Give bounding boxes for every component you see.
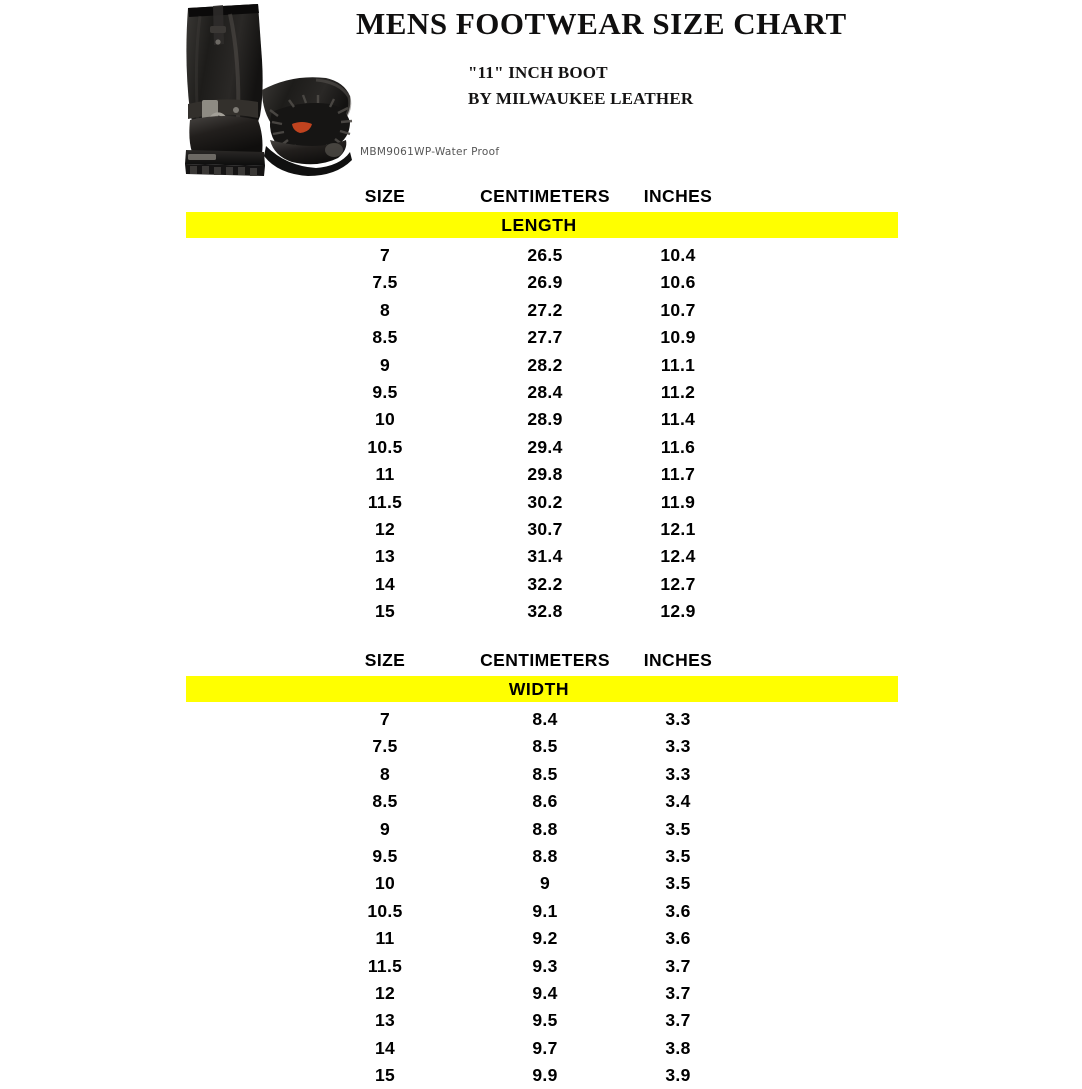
cell-centimeters: 32.8 (527, 601, 563, 622)
table-row (0, 953, 1082, 980)
table-row (0, 516, 1082, 543)
column-header-size: SIZE (364, 186, 406, 206)
table-row (0, 352, 1082, 379)
cell-inches: 11.7 (660, 464, 696, 485)
cell-centimeters: 27.2 (527, 299, 563, 320)
cell-centimeters: 9.1 (532, 900, 558, 921)
cell-centimeters: 29.8 (527, 464, 563, 485)
cell-inches: 3.6 (665, 928, 691, 949)
subtitle-block (468, 60, 693, 112)
cell-centimeters: 30.7 (527, 518, 563, 539)
width-band (186, 676, 898, 702)
cell-size: 12 (374, 518, 396, 539)
cell-centimeters: 28.4 (527, 381, 563, 402)
table-row (0, 297, 1082, 324)
cell-size: 11 (375, 928, 395, 949)
column-header-inches: INCHES (643, 186, 713, 206)
length-band-label: LENGTH (501, 215, 577, 235)
cell-inches: 3.9 (665, 1065, 691, 1086)
cell-centimeters: 31.4 (527, 546, 563, 567)
cell-centimeters: 9.7 (532, 1037, 558, 1058)
column-header-centimeters: CENTIMETERS (480, 186, 610, 206)
length-column-headers (0, 186, 1082, 212)
length-table (0, 186, 1082, 625)
cell-size: 10 (374, 873, 396, 894)
cell-size: 11.5 (367, 491, 403, 512)
cell-size: 14 (374, 1037, 396, 1058)
cell-size: 14 (374, 573, 396, 594)
cell-centimeters: 30.2 (527, 491, 563, 512)
boot-pair-photo (166, 0, 362, 180)
table-row (0, 733, 1082, 760)
page-title: MENS FOOTWEAR SIZE CHART (356, 6, 847, 41)
cell-centimeters: 29.4 (527, 436, 563, 457)
table-row (0, 406, 1082, 433)
cell-size: 9.5 (372, 381, 398, 402)
cell-centimeters: 9.5 (532, 1010, 558, 1031)
cell-inches: 12.7 (660, 573, 696, 594)
width-table (0, 650, 1082, 1089)
cell-size: 7.5 (372, 272, 398, 293)
table-row (0, 324, 1082, 351)
cell-centimeters: 8.8 (532, 818, 558, 839)
cell-inches: 11.6 (660, 436, 696, 457)
table-row (0, 788, 1082, 815)
subtitle-brand: BY MILWAUKEE LEATHER (468, 89, 694, 108)
cell-inches: 3.7 (665, 955, 691, 976)
cell-size: 10.5 (367, 436, 403, 457)
table-row (0, 1007, 1082, 1034)
cell-centimeters: 8.5 (532, 763, 558, 784)
table-row (0, 870, 1082, 897)
cell-centimeters: 9.9 (532, 1065, 558, 1086)
column-header-inches: INCHES (643, 650, 713, 670)
table-row (0, 489, 1082, 516)
cell-inches: 3.3 (665, 736, 691, 757)
cell-size: 8.5 (372, 791, 398, 812)
cell-size: 13 (374, 1010, 396, 1031)
product-code: MBM9061WP-Water Proof (360, 146, 500, 158)
cell-inches: 10.4 (660, 245, 696, 265)
table-row (0, 1062, 1082, 1089)
length-band (186, 212, 898, 238)
table-row (0, 461, 1082, 488)
column-header-size: SIZE (364, 650, 406, 670)
cell-size: 15 (374, 1065, 396, 1086)
cell-inches: 3.5 (665, 845, 691, 866)
cell-centimeters: 8.6 (532, 791, 558, 812)
cell-centimeters: 26.9 (527, 272, 563, 293)
cell-inches: 10.6 (660, 272, 696, 293)
cell-size: 11 (375, 464, 395, 485)
cell-inches: 3.8 (665, 1037, 691, 1058)
cell-inches: 12.9 (660, 601, 696, 622)
cell-inches: 3.4 (665, 791, 691, 812)
cell-centimeters: 9.4 (532, 982, 558, 1003)
table-row (0, 761, 1082, 788)
table-row (0, 980, 1082, 1007)
width-rows (0, 702, 1082, 1089)
cell-size: 10.5 (367, 900, 403, 921)
cell-inches: 11.1 (660, 354, 696, 375)
cell-size: 11.5 (367, 955, 403, 976)
table-row (0, 269, 1082, 296)
cell-size: 7 (379, 709, 391, 729)
cell-size: 8 (379, 763, 391, 784)
table-row (0, 434, 1082, 461)
cell-size: 15 (374, 601, 396, 622)
cell-centimeters: 8.5 (532, 736, 558, 757)
cell-inches: 12.1 (660, 518, 696, 539)
cell-inches: 10.9 (660, 327, 696, 348)
table-row (0, 843, 1082, 870)
table-row (0, 1035, 1082, 1062)
cell-size: 7.5 (372, 736, 398, 757)
table-row (0, 543, 1082, 570)
length-rows (0, 238, 1082, 625)
cell-inches: 3.3 (665, 709, 691, 729)
cell-size: 7 (379, 245, 391, 265)
cell-centimeters: 27.7 (527, 327, 563, 348)
cell-size: 9 (379, 818, 391, 839)
cell-inches: 12.4 (660, 546, 696, 567)
cell-size: 10 (374, 409, 396, 430)
table-row (0, 816, 1082, 843)
cell-size: 9.5 (372, 845, 398, 866)
table-row (0, 379, 1082, 406)
table-row (0, 242, 1082, 269)
cell-centimeters: 28.2 (527, 354, 563, 375)
cell-centimeters: 9 (539, 873, 551, 894)
chart-header (0, 0, 1082, 182)
subtitle-product: "11" INCH BOOT (468, 63, 608, 82)
cell-centimeters: 8.4 (532, 709, 558, 729)
cell-size: 12 (374, 982, 396, 1003)
cell-centimeters: 26.5 (527, 245, 563, 265)
table-row (0, 571, 1082, 598)
width-band-label: WIDTH (508, 679, 570, 699)
cell-centimeters: 32.2 (527, 573, 563, 594)
cell-inches: 3.7 (665, 1010, 691, 1031)
cell-centimeters: 9.3 (532, 955, 558, 976)
column-header-centimeters: CENTIMETERS (480, 650, 610, 670)
cell-centimeters: 8.8 (532, 845, 558, 866)
cell-centimeters: 28.9 (527, 409, 563, 430)
table-row (0, 598, 1082, 625)
width-column-headers (0, 650, 1082, 676)
cell-size: 13 (374, 546, 396, 567)
table-row (0, 925, 1082, 952)
cell-inches: 3.6 (665, 900, 691, 921)
cell-inches: 10.7 (660, 299, 696, 320)
cell-inches: 11.2 (660, 381, 696, 402)
table-row (0, 898, 1082, 925)
cell-inches: 3.5 (665, 818, 691, 839)
cell-inches: 3.3 (665, 763, 691, 784)
cell-centimeters: 9.2 (532, 928, 558, 949)
cell-inches: 3.7 (665, 982, 691, 1003)
cell-size: 8.5 (372, 327, 398, 348)
cell-size: 8 (379, 299, 391, 320)
cell-inches: 11.4 (660, 409, 696, 430)
cell-inches: 11.9 (660, 491, 696, 512)
table-row (0, 706, 1082, 733)
cell-size: 9 (379, 354, 391, 375)
cell-inches: 3.5 (665, 873, 691, 894)
